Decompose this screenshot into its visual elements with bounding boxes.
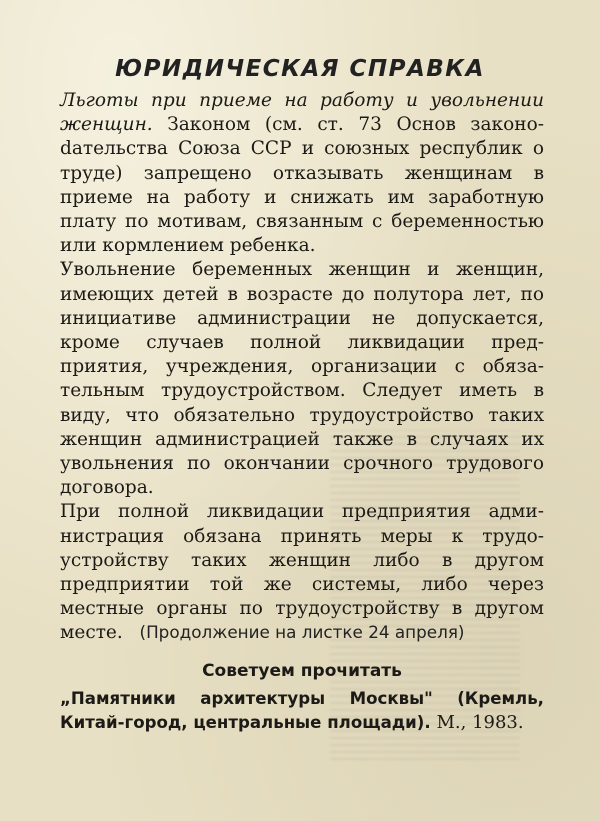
recommend-heading: Советуем прочитать bbox=[202, 661, 402, 681]
article-body bbox=[60, 89, 544, 646]
paragraph-3: При полной ликвидации предприятия администрация обязана принять меры к трудоустройству таких женщин либо в другом предприятии той же системы, либо через местные органы по трудоустройству в другом месте. bbox=[60, 501, 544, 644]
book-imprint: М., 1983. bbox=[436, 712, 524, 734]
paragraph-1-text: Законом (см. ст. 73 Основ законоdательства Союза ССР и союзных республик о труде) запрещено отказывать женщинам в приеме на работу и снижать им заработную плату по мотивам, связанным с беременностью или кормлением ребенка. bbox=[60, 114, 544, 257]
continuation-note: (Продолжение на листке 24 апреля) bbox=[139, 622, 465, 642]
book-reference bbox=[60, 687, 544, 735]
paragraph-1 bbox=[60, 89, 544, 258]
paragraph-2: Увольнение беременных женщин и женщин, имеющих детей в возрасте до полутора лет, по инициативе администрации не допускается, кроме случаев полной ликвидации предприятия, учреждения, организации с обязательным трудоустройством. Следует иметь в виду, что обязательно трудоустройство таких женщин администрацией также в случаях их увольнения по окончании срочного трудового договора. bbox=[60, 259, 544, 499]
page-title: ЮРИДИЧЕСКАЯ СПРАВКА bbox=[115, 56, 485, 82]
book-title: „Памятники архитектуры Москвы" (Кремль, Китай-город, центральные площади). bbox=[60, 689, 544, 733]
lead-italic: Льготы при приеме на работу и увольнении женщин. bbox=[60, 90, 544, 136]
